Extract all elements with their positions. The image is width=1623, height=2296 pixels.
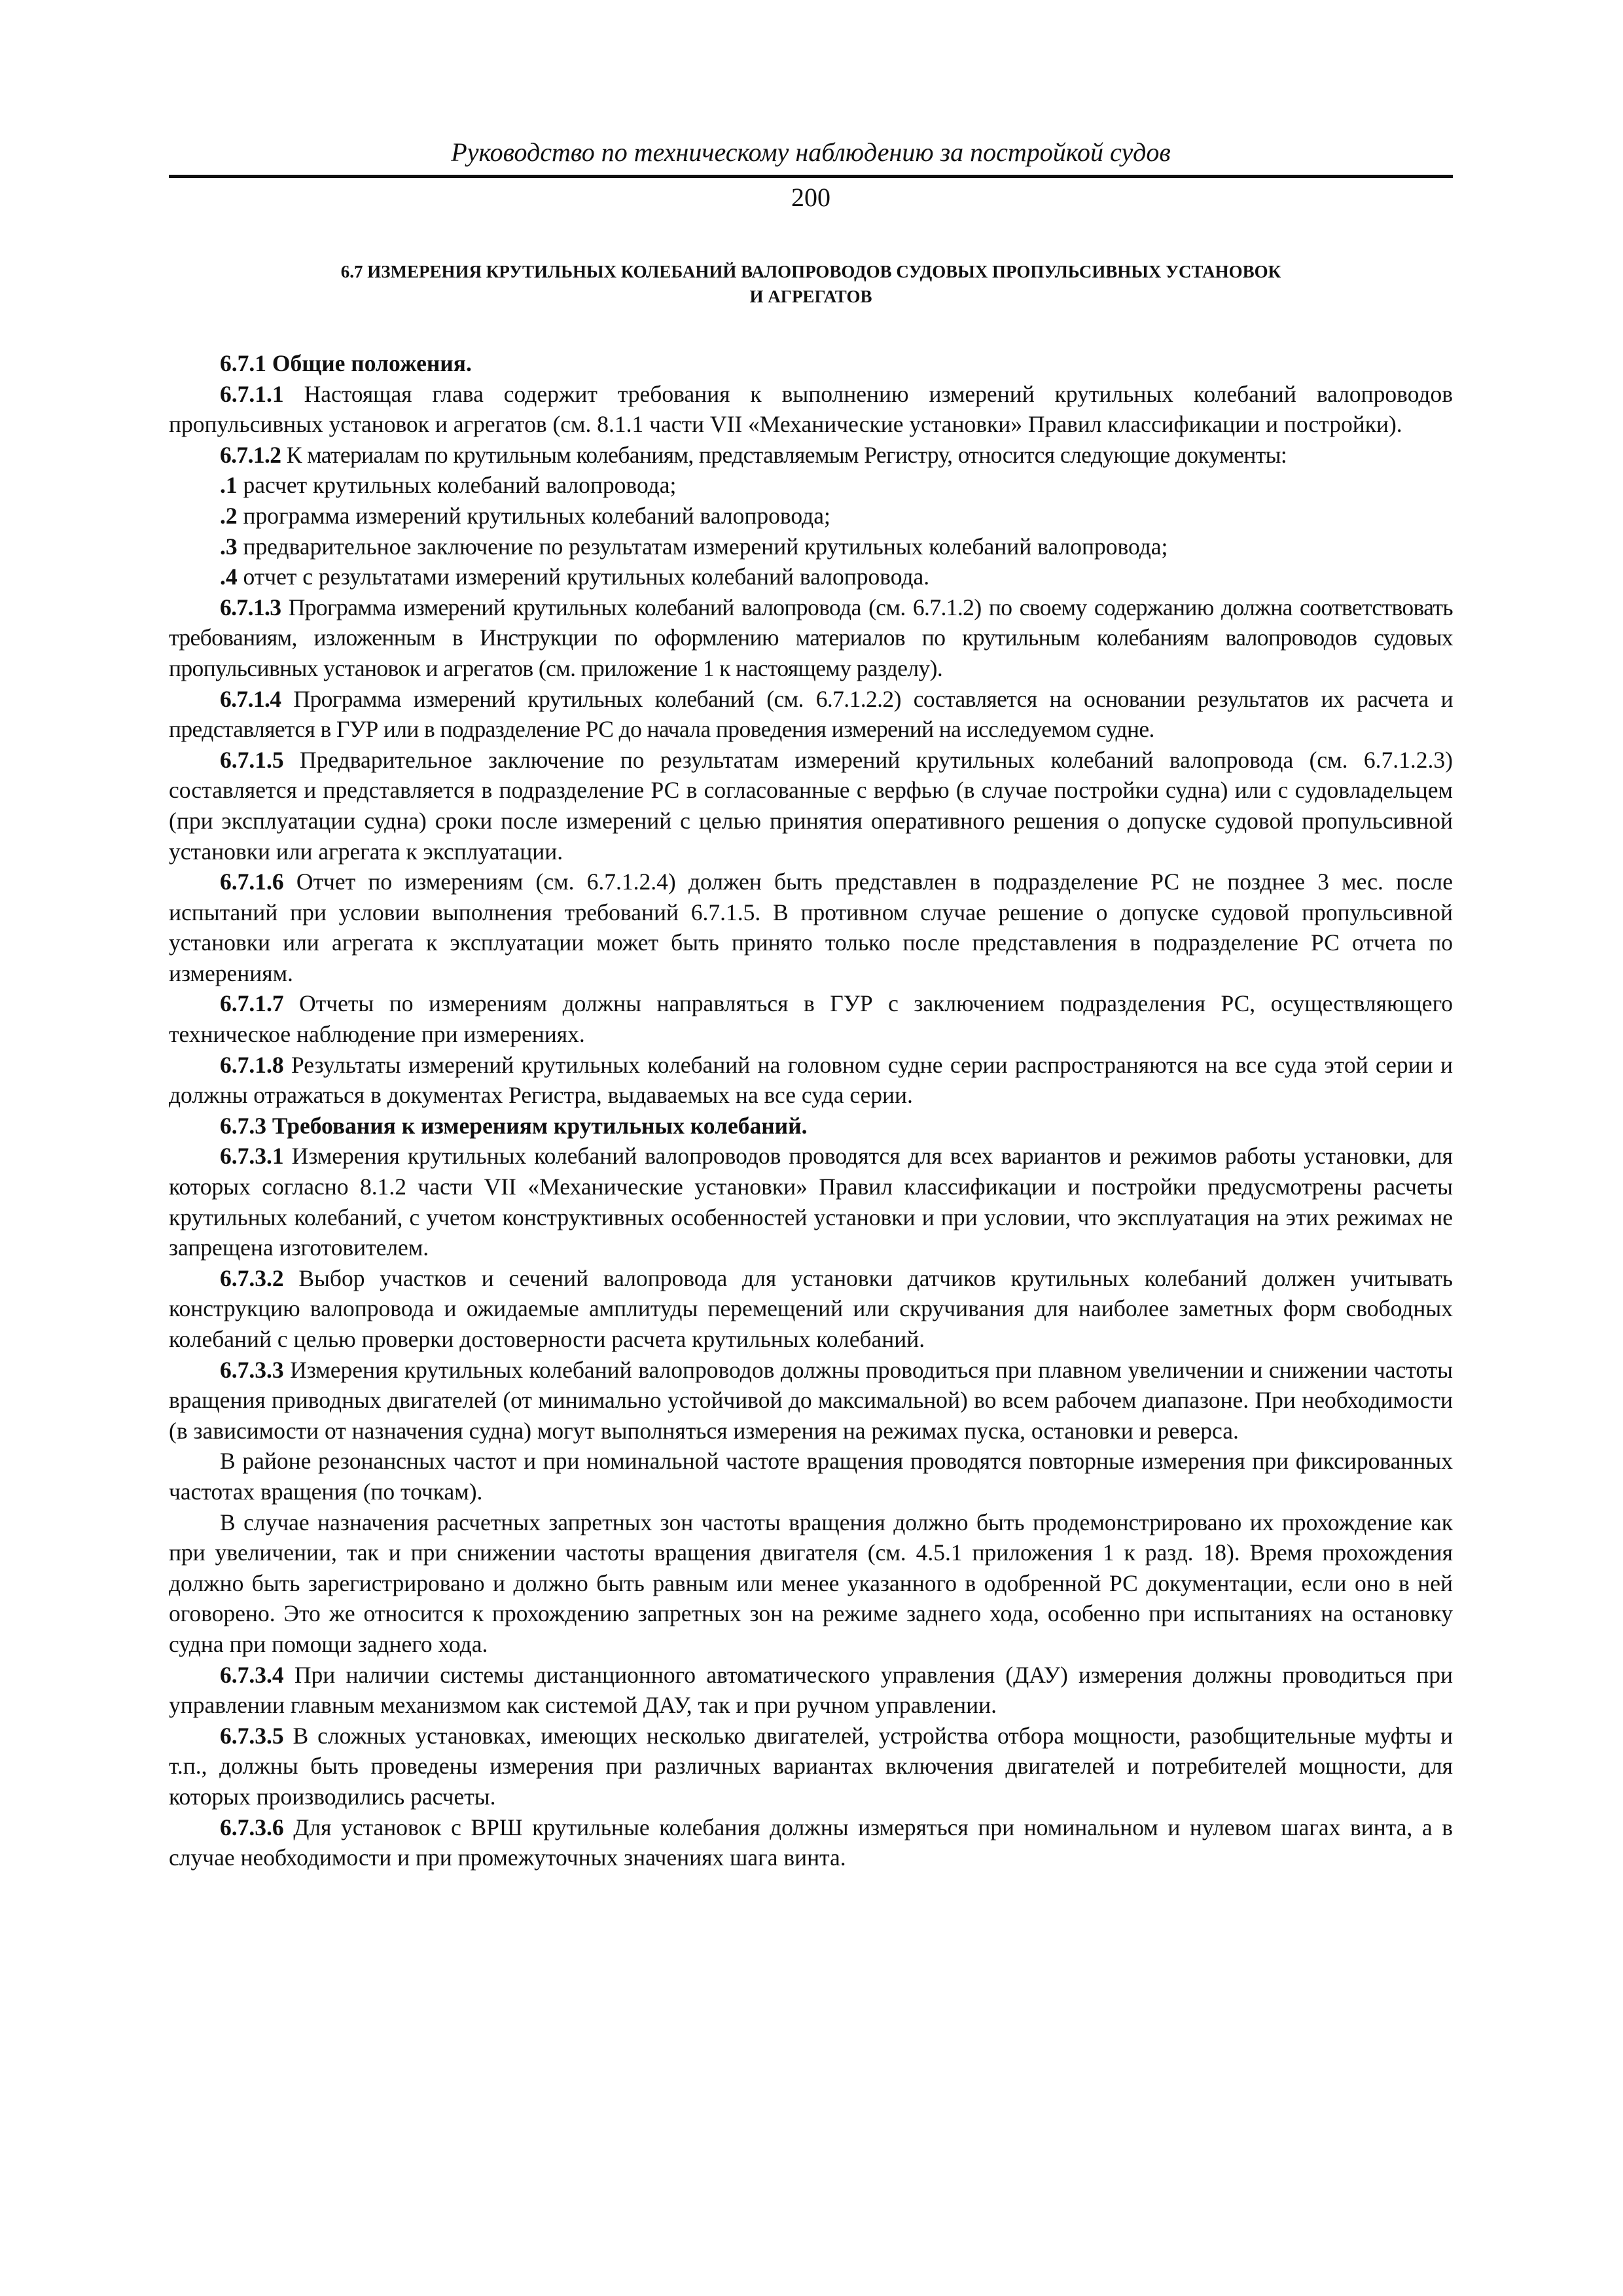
paragraph-text: В районе резонансных частот и при номинальной частоте вращения проводятся повторные измерения при фиксированных частотах вращения (по точкам). [169, 1448, 1453, 1505]
paragraph-number: 6.7.1.1 [220, 380, 284, 407]
paragraph-number: 6.7.3.5 [220, 1722, 284, 1749]
running-header-title: Руководство по техническому наблюдению за постройкой судов [451, 137, 1171, 167]
paragraph [169, 440, 1453, 471]
paragraph-text: Предварительное заключение по результатам измерений крутильных колебаний валопровода (см. 6.7.1.2.3) составляется и представляется в подразделение РС в согласованные с верфью (в случае постройки судна) или с судовладельцем (при эксплуатации судна) сроки после измерений с целью принятия оперативного решения о допуске судовой пропульсивной установки или агрегата к эксплуатации. [169, 746, 1453, 865]
paragraph [169, 1660, 1453, 1721]
paragraph-number: 6.7.1.3 [220, 594, 281, 620]
paragraph [169, 592, 1453, 684]
paragraph-text: Измерения крутильных колебаний валопроводов проводятся для всех вариантов и режимов работы установки, для которых согласно 8.1.2 части VII «Механические установки» Правил классификации и постройки предусмотрены расчеты крутильных колебаний, с учетом конструктивных особенностей установки и при условии, что эксплуатация на этих режимах не запрещена изготовителем. [169, 1143, 1453, 1261]
paragraph-text: В случае назначения расчетных запретных зон частоты вращения должно быть продемонстрировано их прохождение как при увеличении, так и при снижении частоты вращения двигателя (см. 4.5.1 приложения 1 к разд. 18). Время прохождения должно быть зарегистрировано и должно быть равным или менее указанного в одобренной РС документации, если оно в ней оговорено. Это же относится к прохождению запретных зон на режиме заднего хода, особенно при испытаниях на остановку судна при помощи заднего хода. [169, 1509, 1453, 1657]
paragraph [169, 1812, 1453, 1873]
paragraph [169, 1263, 1453, 1355]
paragraph-number: .4 [220, 564, 238, 590]
paragraph-text: Программа измерений крутильных колебаний (см. 6.7.1.2.2) составляется на основании результатов их расчета и представляется в ГУР или в подразделение РС до начала проведения измерений на исследуемом судне. [169, 685, 1453, 743]
paragraph-number: .1 [220, 472, 238, 499]
subsection-heading: 6.7.3 Требования к измерениям крутильных колебаний. [220, 1112, 808, 1139]
paragraph-text: Для установок с ВРШ крутильные колебания должны измеряться при номинальном и нулевом шагах винта, а в случае необходимости и при промежуточных значениях шага винта. [169, 1814, 1453, 1871]
paragraph [169, 867, 1453, 988]
paragraph-number: 6.7.3.4 [220, 1661, 284, 1688]
paragraph-number: 6.7.3.3 [220, 1356, 284, 1383]
paragraph-number: 6.7.1.2 [220, 441, 281, 468]
paragraph [169, 988, 1453, 1049]
paragraph-text: программа измерений крутильных колебаний валопровода; [237, 502, 830, 529]
paragraph-number: 6.7.3.6 [220, 1814, 284, 1840]
subsection-heading: 6.7.1 Общие положения. [220, 350, 472, 376]
paragraph [169, 684, 1453, 745]
paragraph-text: предварительное заключение по результатам измерений крутильных колебаний валопровода; [237, 533, 1168, 560]
paragraph [169, 1141, 1453, 1263]
paragraph-number: 6.7.1.6 [220, 869, 284, 895]
header-rule [169, 175, 1453, 178]
list-item [169, 470, 1453, 501]
paragraph-text: В сложных установках, имеющих несколько двигателей, устройства отбора мощности, разобщительные муфты и т.п., должны быть проведены измерения при различных вариантах включения двигателей и потребителей мощности, для которых производились расчеты. [169, 1722, 1453, 1810]
paragraph-number: 6.7.1.4 [220, 685, 281, 712]
paragraph-number: 6.7.1.8 [220, 1051, 284, 1078]
paragraph [169, 745, 1453, 867]
section-title-line-2: И АГРЕГАТОВ [749, 287, 872, 306]
paragraph-text: Отчеты по измерениям должны направляться в ГУР с заключением подразделения РС, осуществляющего техническое наблюдение при измерениях. [169, 990, 1453, 1048]
list-item [169, 531, 1453, 562]
document-page [169, 134, 1453, 1873]
paragraph-text: Настоящая глава содержит требования к выполнению измерений крутильных колебаний валопроводов пропульсивных установок и агрегатов (см. 8.1.1 части VII «Механические установки» Правил классификации и постройки). [169, 380, 1453, 438]
paragraph-text: Программа измерений крутильных колебаний валопровода (см. 6.7.1.2) по своему содержанию должна соответствовать требованиям, изложенным в Инструкции по оформлению материалов по крутильным колебаниям валопроводов судовых пропульсивных установок и агрегатов (см. приложение 1 к настоящему разделу). [169, 594, 1453, 681]
document-body [169, 348, 1453, 1873]
paragraph-text: Измерения крутильных колебаний валопроводов должны проводиться при плавном увеличении и снижении частоты вращения приводных двигателей (от минимально устойчивой до максимальной) во всем рабочем диапазоне. При необходимости (в зависимости от назначения судна) могут выполняться измерения на режимах пуска, остановки и реверса. [169, 1356, 1453, 1444]
section-title-line-1: 6.7 ИЗМЕРЕНИЯ КРУТИЛЬНЫХ КОЛЕБАНИЙ ВАЛОПРОВОДОВ СУДОВЫХ ПРОПУЛЬСИВНЫХ УСТАНОВОК [340, 262, 1281, 281]
list-item [169, 501, 1453, 531]
paragraph-number: 6.7.3.2 [220, 1265, 284, 1291]
paragraph [169, 1721, 1453, 1812]
paragraph-text: Отчет по измерениям (см. 6.7.1.2.4) должен быть представлен в подразделение РС не позднее 3 мес. после испытаний при условии выполнения требований 6.7.1.5. В противном случае решение о допуске судовой пропульсивной установки или агрегата к эксплуатации может быть принято только после представления в подразделение РС отчета по измерениям. [169, 869, 1453, 986]
paragraph-number: .2 [220, 502, 238, 529]
list-item [169, 562, 1453, 592]
paragraph-number: 6.7.1.7 [220, 990, 284, 1017]
paragraph-number: 6.7.1.5 [220, 746, 284, 773]
paragraph-number: .3 [220, 533, 238, 560]
paragraph-text: При наличии системы дистанционного автоматического управления (ДАУ) измерения должны проводиться при управлении главным механизмом как системой ДАУ, так и при ручном управлении. [169, 1661, 1453, 1719]
section-title [169, 259, 1453, 309]
page-number: 200 [791, 183, 830, 212]
paragraph-text: Результаты измерений крутильных колебаний на головном судне серии распространяются на все суда этой серии и должны отражаться в документах Регистра, выдаваемых на все суда серии. [169, 1051, 1453, 1109]
paragraph-text: отчет с результатами измерений крутильных колебаний валопровода. [237, 564, 930, 590]
paragraph [169, 1355, 1453, 1446]
paragraph-text: Выбор участков и сечений валопровода для установки датчиков крутильных колебаний должен учитывать конструкцию валопровода и ожидаемые амплитуды перемещений или скручивания для наиболее заметных форм свободных колебаний с целью проверки достоверности расчета крутильных колебаний. [169, 1265, 1453, 1352]
paragraph [169, 1446, 1453, 1507]
paragraph-number: 6.7.3.1 [220, 1143, 284, 1170]
paragraph [169, 1507, 1453, 1660]
paragraph [169, 379, 1453, 440]
paragraph-text: К материалам по крутильным колебаниям, представляемым Регистру, относится следующие документы: [281, 441, 1287, 468]
paragraph-text: расчет крутильных колебаний валопровода; [237, 472, 677, 499]
paragraph [169, 1050, 1453, 1111]
